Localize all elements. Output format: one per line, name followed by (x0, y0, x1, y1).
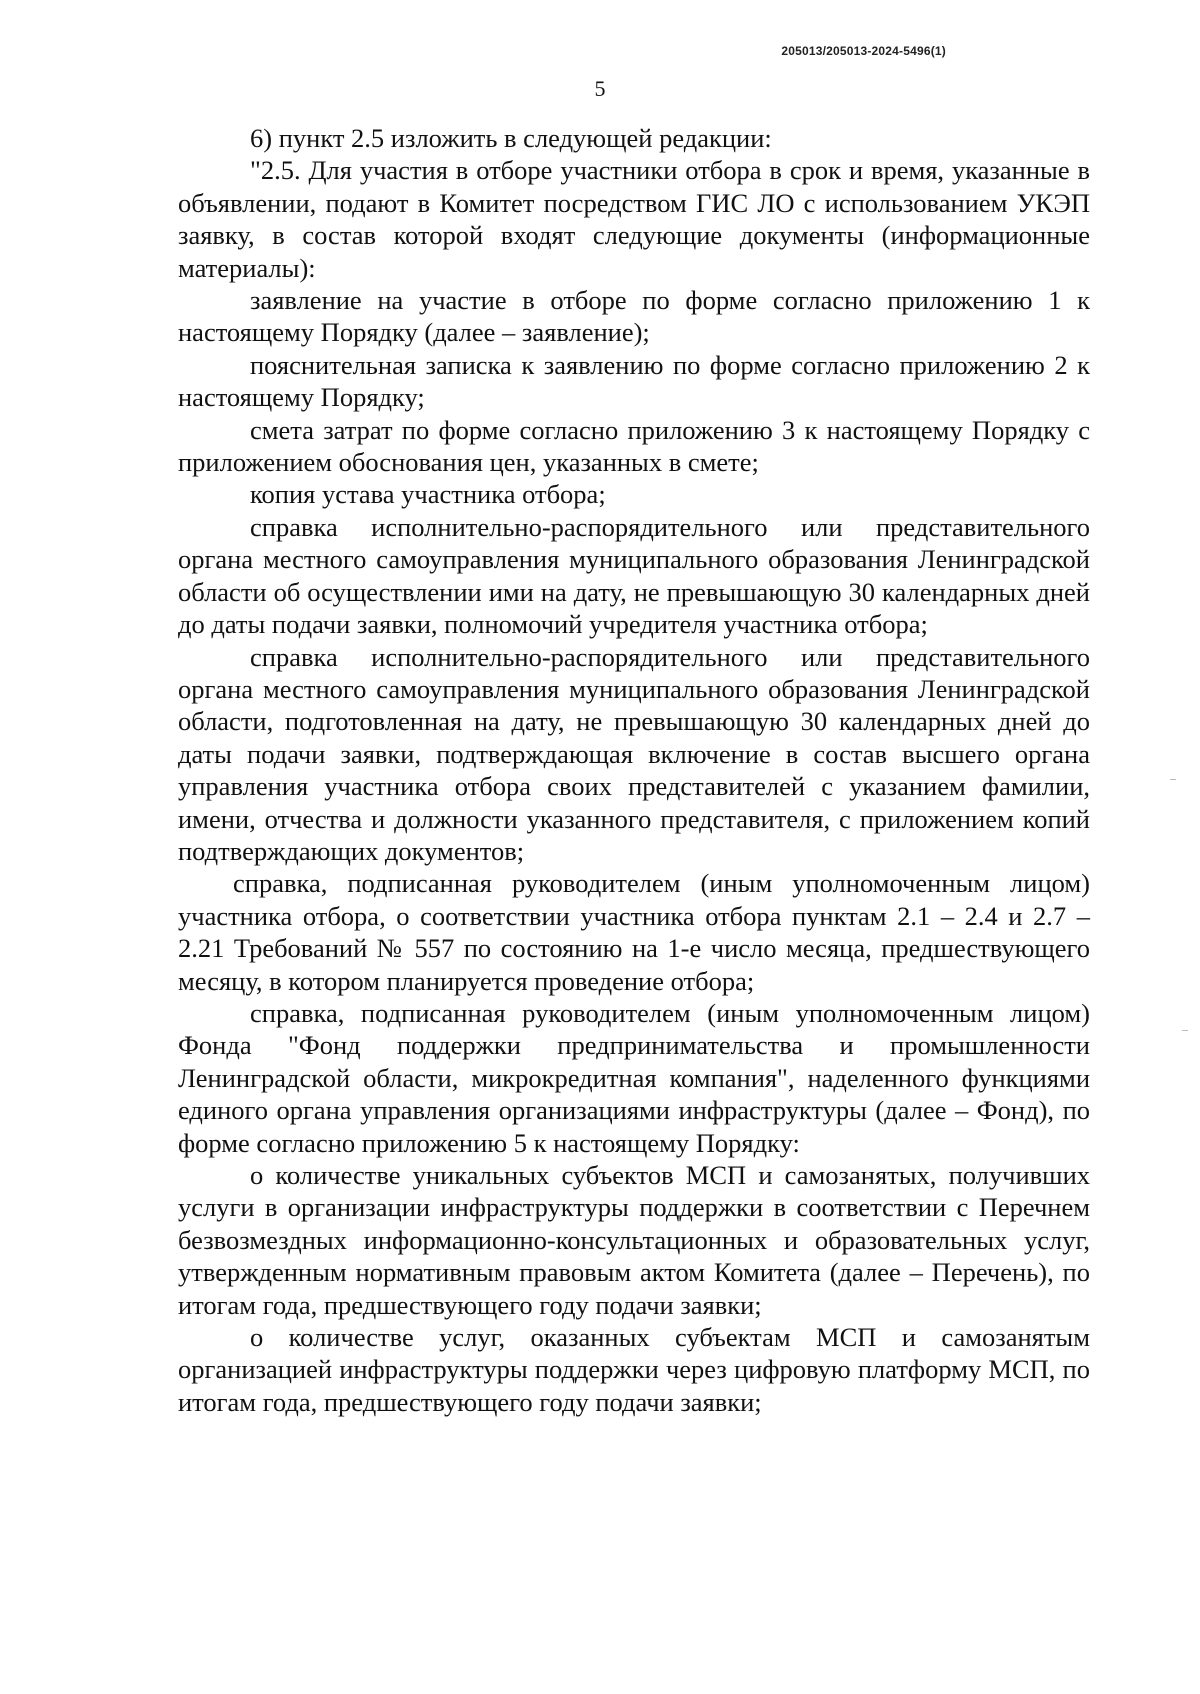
scan-artifact (1170, 779, 1176, 780)
paragraph-founder-certificate: справка исполнительно-распорядительного или представительного органа местного самоуправления муниципального образования Ленинградской области об осуществлении ими на дату, не превышающую 30 календарных дней до даты подачи заявки, полномочий учредителя участника отбора; (178, 511, 1090, 640)
paragraph-clause-2-5: "2.5. Для участия в отборе участники отбора в срок и время, указанные в объявлении, подают в Комитет посредством ГИС ЛО с использованием УКЭП заявку, в состав которой входят следующие документы (информационные материалы): (178, 155, 1090, 283)
paragraph-unique-subjects: о количестве уникальных субъектов МСП и самозанятых, получивших услуги в организации инфраструктуры поддержки в соответствии с Перечнем безвозмездных информационно-консультационных и образовательных услуг, утвержденным нормативным правовым актом Комитета (далее – Перечень), по итогам года, предшествующего году подачи заявки; (178, 1160, 1090, 1320)
document-id: 205013/205013-2024-5496(1) (781, 44, 946, 58)
paragraph-amendment-intro: 6) пункт 2.5 изложить в следующей редакции: (250, 123, 772, 153)
paragraph-cost-estimate: смета затрат по форме согласно приложению 3 к настоящему Порядку с приложением обоснования цен, указанных в смете; (178, 414, 1090, 478)
page-number: 5 (594, 76, 606, 101)
paragraph-governing-body-certificate: справка исполнительно-распорядительного или представительного органа местного самоуправления муниципального образования Ленинградской области, подготовленная на дату, не превышающую 30 календарных дней до даты подачи заявки, подтверждающая включение в состав высшего органа управления участника отбора своих представителей с указанием фамилии, имени, отчества и должности указанного представителя, с приложением копий подтверждающих документов; (178, 641, 1090, 866)
paragraph-services-count: о количестве услуг, оказанных субъектам МСП и самозанятым организацией инфраструктуры поддержки через цифровую платформу МСП, по итогам года, предшествующего году подачи заявки; (178, 1322, 1090, 1417)
paragraph-application-form: заявление на участие в отборе по форме согласно приложению 1 к настоящему Порядку (далее – заявление); (178, 285, 1090, 348)
paragraph-explanatory-note: пояснительная записка к заявлению по форме согласно приложению 2 к настоящему Порядку; (178, 349, 1090, 413)
scan-artifact (1182, 1030, 1188, 1031)
document-body (178, 122, 1090, 1418)
paragraph-charter-copy: копия устава участника отбора; (250, 479, 606, 510)
paragraph-compliance-certificate: справка, подписанная руководителем (иным уполномоченным лицом) участника отбора, о соответствии участника отбора пунктам 2.1 – 2.4 и 2.7 – 2.21 Требований № 557 по состоянию на 1-е число месяца, предшествующего месяцу, в котором планируется проведение отбора; (178, 868, 1090, 996)
paragraph-fund-certificate: справка, подписанная руководителем (иным уполномоченным лицом) Фонда "Фонд поддержки предпринимательства и промышленности Ленинградской области, микрокредитная компания", наделенного функциями единого органа управления организациями инфраструктуры (далее – Фонд), по форме согласно приложению 5 к настоящему Порядку: (178, 997, 1090, 1158)
